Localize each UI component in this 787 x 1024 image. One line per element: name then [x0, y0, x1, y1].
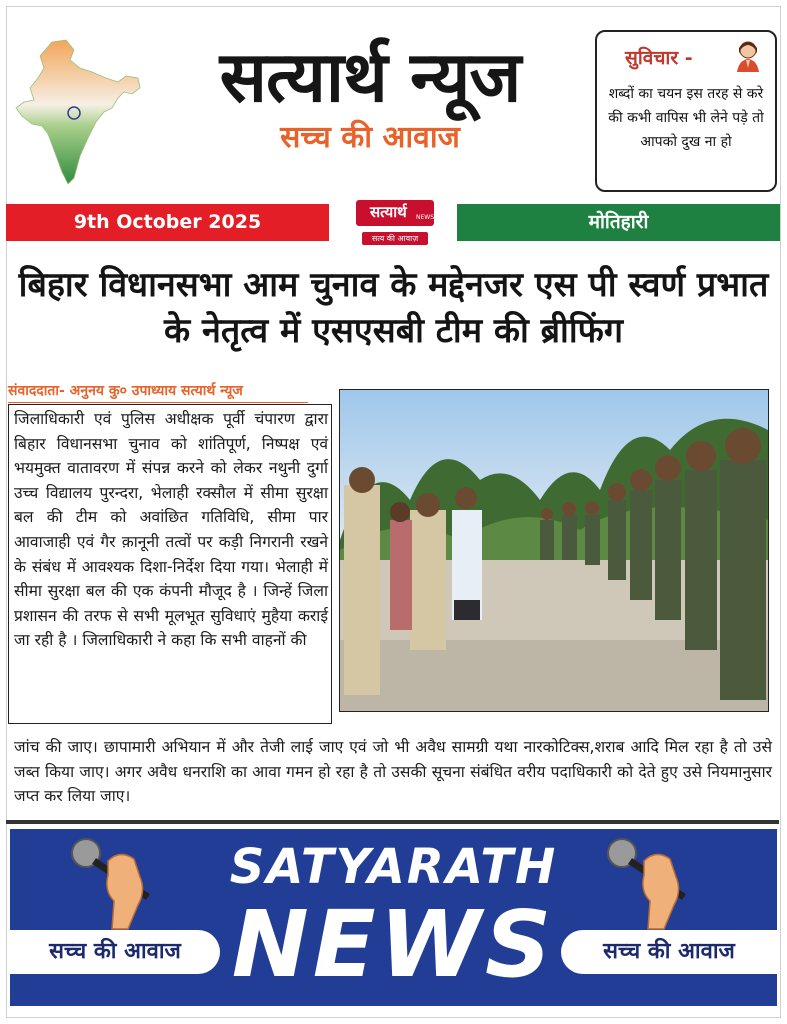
thought-title: सुविचार -: [625, 47, 693, 69]
article-text-column: जिलाधिकारी एवं पुलिस अधीक्षक पूर्वी चंपारण द्वारा बिहार विधानसभा चुनाव को शांतिपूर्ण, निष्पक्ष एवं भयमुक्त वातावरण में संपन्न करने को लेकर नथुनी दुर्गा उच्च विद्यालय पुरन्दरा, भेलाही रक्सौल में सीमा सुरक्षा बल की टीम को अवांछित गतिविधि, सीमा पार आवाजाही एवं गैर क़ानूनी तत्वों पर कड़ी निगरानी रखने के संबंध में आवश्यक दिशा-निर्देश दिया गया। भेलाही में सीमा सुरक्षा बल की एक कंपनी मौजूद है । जिन्हें जिला प्रशासन की तरफ से सभी मूलभूत सुविधाएं मुहैया कराई जा रही है । जिलाधिकारी ने कहा कि सभी वाहनों की: [14, 410, 328, 650]
banner-tagline-right: सच्च की आवाज: [561, 930, 777, 974]
satyarath-news-banner: [10, 829, 777, 1006]
banner-divider: [6, 820, 779, 824]
banner-line-2: NEWS: [231, 891, 556, 998]
masthead: [150, 35, 590, 156]
banner-line-1: SATYARATH: [229, 839, 558, 895]
india-map-icon: [14, 38, 144, 186]
article-text-wide: जांच की जाए। छापामारी अभियान में और तेजी लाई जाए एवं जो भी अवैध सामग्री यथा नारकोटिक्स,शराब आदि मिल रहा है तो उसे जब्त किया जाए। अगर अवैध धनराशि का आवा गमन हो रहा है तो उसकी सूचना संबंधित वरीय पदाधिकारी को देते हुए उसे नियमानुसार जप्त कर लिया जाए।: [14, 738, 772, 806]
headline: बिहार विधानसभा आम चुनाव के मद्देनजर एस पी स्वर्ण प्रभात के नेतृत्व में एसएसबी टीम की ब्रीफिंग: [18, 265, 769, 351]
logo-tagline: सत्य की आवाज़: [362, 232, 428, 245]
date-bar: 9th October 2025: [6, 204, 329, 241]
byline: संवाददाता- अनुनय कु० उपाध्याय सत्यार्थ न्यूज: [8, 380, 308, 403]
thought-box: [595, 30, 777, 192]
masthead-title: सत्यार्थ न्यूज: [219, 36, 521, 118]
location-bar: मोतिहारी: [457, 204, 780, 241]
logo-news: NEWS: [416, 214, 435, 221]
logo-box: [356, 200, 434, 226]
thought-text: शब्दों का चयन इस तरह से करे की कभी वापिस भी लेने पड़े तो आपको दुख ना हो: [608, 86, 764, 150]
article-photo: [339, 389, 769, 712]
satyarth-logo: [356, 200, 434, 250]
masthead-tagline: सच्च की आवाज: [280, 120, 460, 155]
banner-tagline-left: सच्च की आवाज: [10, 930, 220, 974]
logo-name: सत्यार्थ: [370, 203, 407, 221]
namaste-woman-icon: [731, 38, 765, 72]
